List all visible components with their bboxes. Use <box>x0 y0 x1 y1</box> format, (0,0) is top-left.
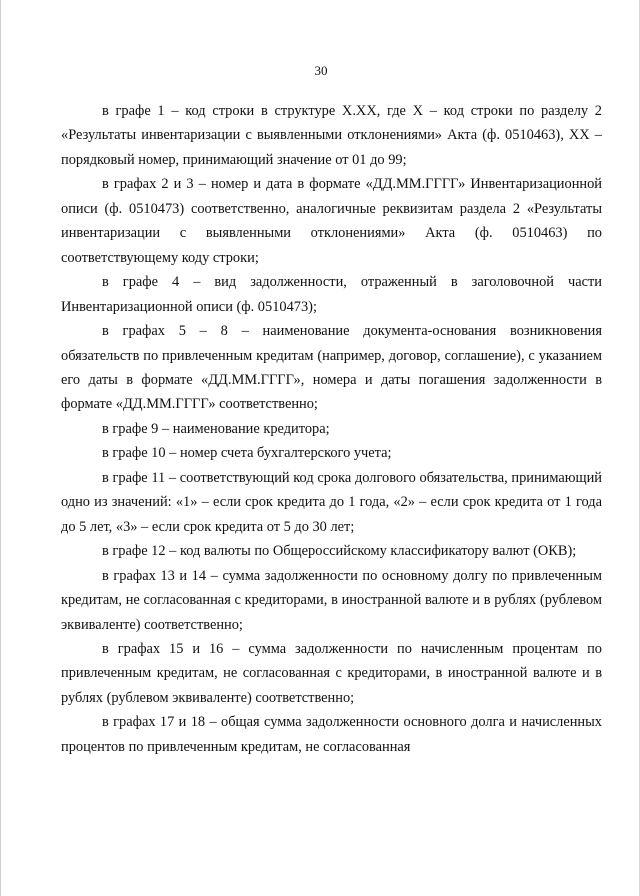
paragraph-columns-5-8: в графах 5 – 8 – наименование документа-основания возникновения обязательств по привлеченным кредитам (например, договор, соглашение), с указанием его даты в формате «ДД.ММ.ГГГГ», номера и даты погашения задолженности в формате «ДД.ММ.ГГГГ» соответственно; <box>61 323 602 413</box>
paragraph-column-9: в графе 9 – наименование кредитора; <box>102 420 330 437</box>
paragraph-column-10: в графе 10 – номер счета бухгалтерского учета; <box>102 445 392 462</box>
paragraph-columns-17-18: в графах 17 и 18 – общая сумма задолженности основного долга и начисленных процентов по привлеченным кредитам, не согласованная <box>61 714 602 755</box>
paragraph-column-1: в графе 1 – код строки в структуре X.XX, где X – код строки по разделу 2 «Результаты инвентаризации с выявленными отклонениями» Акта (ф. 0510463), XX – порядковый номер, принимающий значение от 01 до 99; <box>61 103 602 168</box>
paragraph-columns-15-16: в графах 15 и 16 – сумма задолженности по начисленным процентам по привлеченным кредитам, не согласованная с кредиторами, в иностранной валюте и в рублях (рублевом эквиваленте) соответственно; <box>61 640 602 706</box>
paragraph-column-12: в графе 12 – код валюты по Общероссийскому классификатору валют (ОКВ); <box>102 543 577 560</box>
paragraph-column-4: в графе 4 – вид задолженности, отраженный в заголовочной части Инвентаризационной описи (ф. 0510473); <box>61 274 602 315</box>
paragraph-columns-2-3: в графах 2 и 3 – номер и дата в формате «ДД.ММ.ГГГГ» Инвентаризационной описи (ф. 0510473) соответственно, аналогичные реквизитам раздела 2 «Результаты инвентаризации с выявленными отклонениями» Акта (ф. 0510463) по соответствующему коду строки; <box>61 176 602 266</box>
paragraph-columns-13-14: в графах 13 и 14 – сумма задолженности по основному долгу по привлеченным кредитам, не согласованная с кредиторами, в иностранной валюте и в рублях (рублевом эквиваленте) соответственно; <box>61 567 602 633</box>
document-body <box>61 99 602 759</box>
paragraph-column-11: в графе 11 – соответствующий код срока долгового обязательства, принимающий одно из значений: «1» – если срок кредита до 1 года, «2» – если срок кредита от 1 года до 5 лет, «3» – если срок кредита от 5 до 30 лет; <box>61 469 602 535</box>
page-number: 30 <box>314 63 328 78</box>
